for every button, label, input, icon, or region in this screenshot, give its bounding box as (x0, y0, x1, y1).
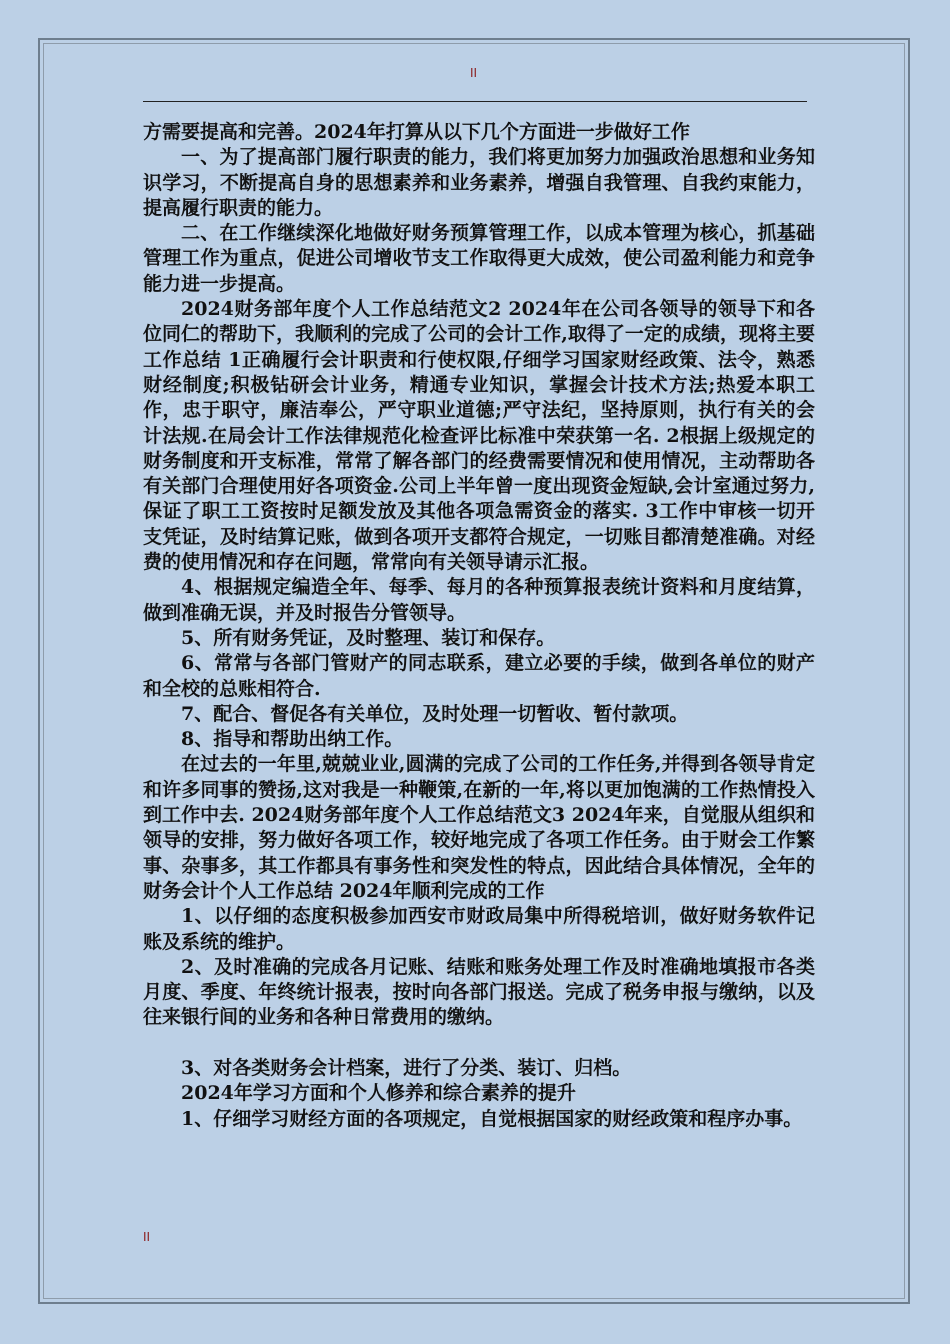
paragraph: 二、在工作继续深化地做好财务预算管理工作，以成本管理为核心，抓基础管理工作为重点，促进公司增收节支工作取得更大成效，使公司盈利能力和竞争能力进一步提高。 (143, 222, 815, 295)
paragraph: 1、仔细学习财经方面的各项规定，自觉根据国家的财经政策和程序办事。 (181, 1107, 803, 1130)
paragraph: 2、及时准确的完成各月记账、结账和账务处理工作及时准确地填报市各类月度、季度、年终统计报表，按时向各部门报送。完成了税务申报与缴纳，以及往来银行间的业务和各种日常费用的缴纳。 (143, 955, 815, 1029)
header-rule (143, 101, 807, 102)
paragraph: 一、为了提高部门履行职责的能力，我们将更加努力加强政治思想和业务知识学习，不断提高自身的思想素养和业务素养，增强自我管理、自我约束能力，提高履行职责的能力。 (143, 146, 815, 219)
header-mark: II (470, 66, 478, 80)
document-body (143, 120, 815, 1132)
blank-line (143, 1031, 815, 1056)
footer-mark: II (143, 1230, 151, 1244)
paragraph: 7、配合、督促各有关单位，及时处理一切暂收、暂付款项。 (181, 702, 689, 725)
paragraph: 2024年学习方面和个人修养和综合素养的提升 (181, 1082, 576, 1105)
paragraph: 6、常常与各部门管财产的同志联系，建立必要的手续，做到各单位的财产和全校的总账相符合. (143, 652, 815, 700)
paragraph: 3、对各类财务会计档案，进行了分类、装订、归档。 (181, 1056, 632, 1079)
paragraph: 4、根据规定编造全年、每季、每月的各种预算报表统计资料和月度结算，做到准确无误，并及时报告分管领导。 (143, 576, 815, 624)
paragraph: 8、指导和帮助出纳工作。 (181, 728, 404, 751)
paragraph: 1、以仔细的态度积极参加西安市财政局集中所得税培训，做好财务软件记账及系统的维护。 (143, 905, 815, 953)
paragraph: 在过去的一年里,兢兢业业,圆满的完成了公司的工作任务,并得到各领导肯定和许多同事的赞扬,这对我是一种鞭策,在新的一年,将以更加饱满的工作热情投入到工作中去. 2024财务部年度个人工作总结范文3 2024年来，自觉服从组织和领导的安排，努力做好各项工作，较好地完成了各项工作任务。由于财会工作繁事、杂事多，其工作都具有事务性和突发性的特点，因此结合具体情况，全年的财务会计个人工作总结 2024年顺利完成的工作 (143, 753, 815, 902)
paragraph: 2024财务部年度个人工作总结范文2 2024年在公司各领导的领导下和各位同仁的帮助下，我顺利的完成了公司的会计工作,取得了一定的成绩，现将主要工作总结 1正确履行会计职责和行使权限,仔细学习国家财经政策、法令，熟悉财经制度;积极钻研会计业务，精通专业知识，掌握会计技术方法;热爱本职工作，忠于职守，廉洁奉公，严守职业道德;严守法纪，坚持原则，执行有关的会计法规.在局会计工作法律规范化检查评比标准中荣获第一名. 2根据上级规定的财务制度和开支标准，常常了解各部门的经费需要情况和使用情况，主动帮助各有关部门合理使用好各项资金.公司上半年曾一度出现资金短缺,会计室通过努力,保证了职工工资按时足额发放及其他各项急需资金的落实. 3工作中审核一切开支凭证，及时结算记账，做到各项开支都符合规定，一切账目都清楚准确。对经费的使用情况和存在问题，常常向有关领导请示汇报。 (143, 298, 815, 574)
paragraph: 5、所有财务凭证，及时整理、装订和保存。 (181, 626, 556, 649)
paragraph: 方需要提高和完善。2024年打算从以下几个方面进一步做好工作 (143, 121, 690, 143)
